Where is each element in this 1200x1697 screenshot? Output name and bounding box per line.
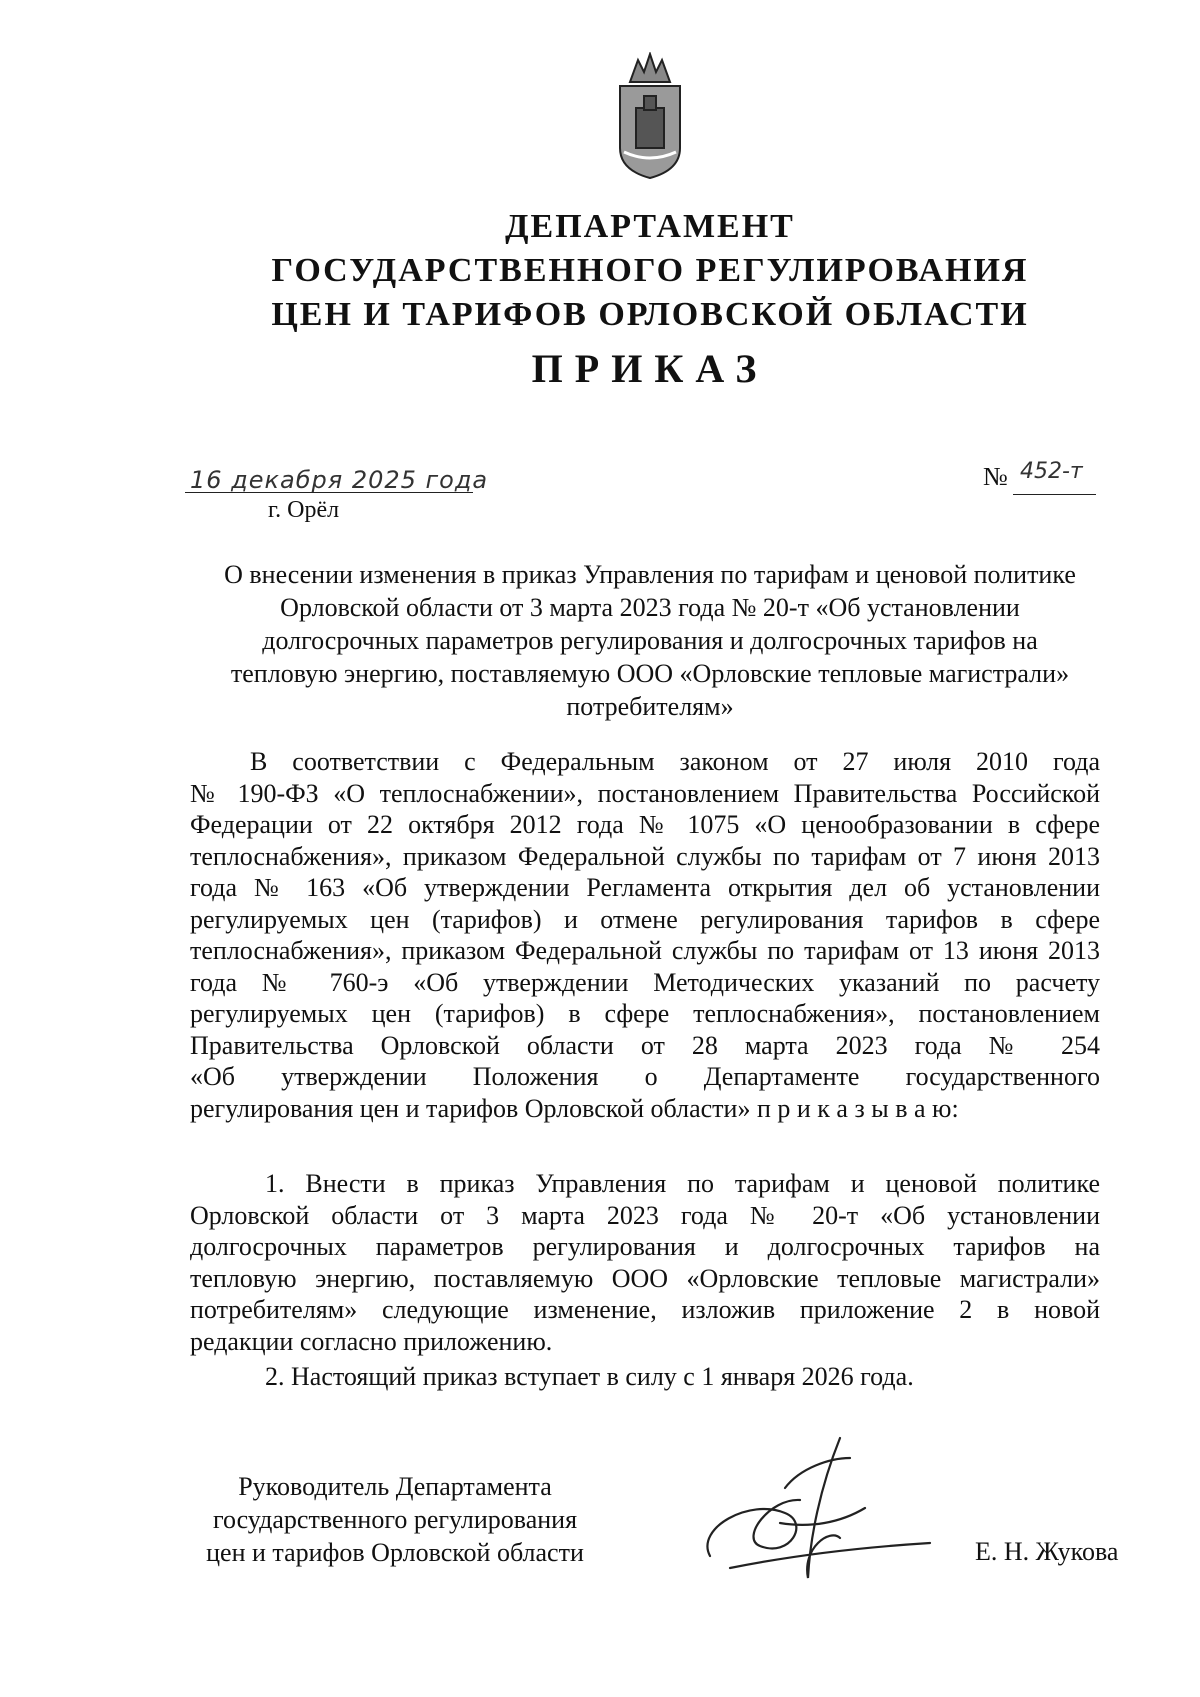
preamble-line: года № 163 «Об утверждении Регламента открытия дел об установлении xyxy=(190,873,1100,902)
document-type: ПРИКАЗ xyxy=(531,346,769,391)
position-line-3: цен и тарифов Орловской области xyxy=(206,1538,584,1567)
org-line-2: ГОСУДАРСТВЕННОГО РЕГУЛИРОВАНИЯ xyxy=(271,252,1029,289)
title-line: Орловской области от 3 марта 2023 года № 20-т «Об установлении xyxy=(280,593,1020,622)
preamble-line: регулируемых цен (тарифов) в сфере теплоснабжения», постановлением xyxy=(190,999,1100,1028)
date-underline xyxy=(185,492,473,493)
preamble-paragraph xyxy=(190,746,1100,1124)
preamble-line: «Об утверждении Положения о Департаменте государственного xyxy=(190,1062,1100,1091)
position-line-1: Руководитель Департамента xyxy=(238,1472,552,1501)
org-line-1: ДЕПАРТАМЕНТ xyxy=(505,208,795,245)
title-line: потребителям» xyxy=(566,692,734,721)
coat-of-arms-emblem xyxy=(610,52,690,180)
signatory-name: Е. Н. Жукова xyxy=(975,1537,1119,1566)
title-line: О внесении изменения в приказ Управления по тарифам и ценовой политике xyxy=(224,560,1076,589)
item-2-paragraph xyxy=(265,1361,1175,1393)
item-1-paragraph xyxy=(190,1168,1100,1357)
preamble-line: года № 760-э «Об утверждении Методических указаний по расчету xyxy=(190,967,1100,997)
item-1-line: долгосрочных параметров регулирования и долгосрочных тарифов на xyxy=(190,1232,1100,1261)
item-1-line: Орловской области от 3 марта 2023 года № 20-т «Об установлении xyxy=(190,1200,1100,1230)
preamble-line: № 190-ФЗ «О теплоснабжении», постановлением Правительства Российской xyxy=(190,778,1100,808)
preamble-line: Правительства Орловской области от 28 марта 2023 года № 254 xyxy=(190,1030,1100,1060)
number-label: № xyxy=(983,462,1008,491)
city: г. Орёл xyxy=(268,497,340,523)
preamble-line: теплоснабжения», приказом Федеральной службы по тарифам от 13 июня 2013 xyxy=(190,936,1100,965)
item-1-line: тепловую энергию, поставляемую ООО «Орловские тепловые магистрали» xyxy=(190,1263,1100,1293)
handwritten-date-text: 16 декабря 2025 года xyxy=(190,466,489,494)
handwritten-number xyxy=(1016,450,1106,490)
item-2-line: 2. Настоящий приказ вступает в силу с 1 января 2026 года. xyxy=(265,1362,914,1391)
item-1-line: потребителям» следующие изменение, изложив приложение 2 в новой xyxy=(190,1295,1100,1324)
position-line-2: государственного регулирования xyxy=(212,1505,578,1534)
preamble-line: регулирования цен и тарифов Орловской области» п р и к а з ы в а ю: xyxy=(190,1093,959,1123)
item-1-line: редакции согласно приложению. xyxy=(190,1326,553,1356)
title-line: долгосрочных параметров регулирования и долгосрочных тарифов на xyxy=(262,626,1038,655)
document-title xyxy=(185,558,1115,723)
preamble-line: В соответствии с Федеральным законом от 27 июля 2010 года xyxy=(250,747,1100,776)
item-1-line: 1. Внести в приказ Управления по тарифам и ценовой политике xyxy=(265,1169,1100,1198)
handwritten-signature xyxy=(690,1428,950,1598)
title-line: тепловую энергию, поставляемую ООО «Орловские тепловые магистрали» xyxy=(230,659,1070,688)
handwritten-number-text: 452-т xyxy=(1020,459,1083,484)
signatory-position xyxy=(190,1470,600,1569)
preamble-line: регулируемых цен (тарифов) и отмене регулирования тарифов в сфере xyxy=(190,904,1100,934)
number-underline xyxy=(1013,494,1096,495)
preamble-line: теплоснабжения», приказом Федеральной службы по тарифам от 7 июня 2013 xyxy=(190,841,1100,871)
preamble-line: Федерации от 22 октября 2012 года № 1075 «О ценообразовании в сфере xyxy=(190,810,1100,839)
organization-name xyxy=(200,205,1100,337)
org-line-3: ЦЕН И ТАРИФОВ ОРЛОВСКОЙ ОБЛАСТИ xyxy=(271,296,1029,333)
